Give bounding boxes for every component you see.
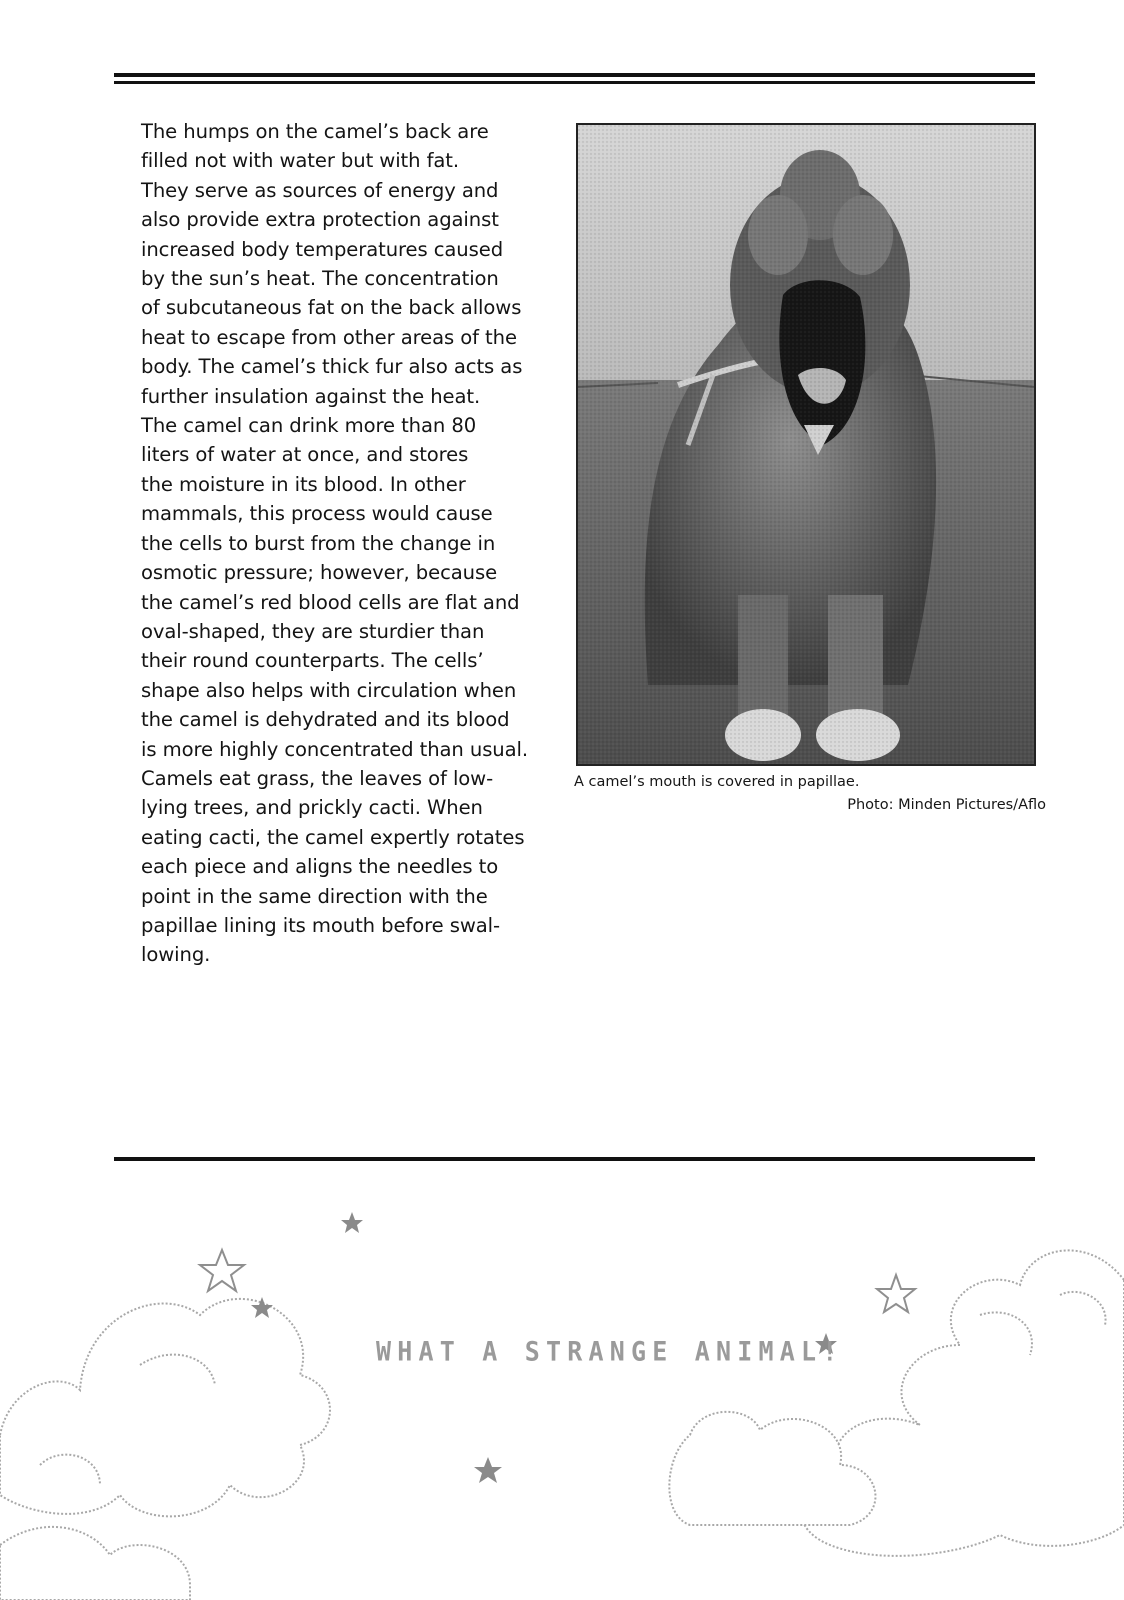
article-line: papillae lining its mouth before swal- bbox=[141, 913, 500, 937]
article-line: further insulation against the heat. bbox=[141, 384, 481, 408]
cloud-banner-illustration bbox=[0, 1165, 1124, 1600]
article-line: eating cacti, the camel expertly rotates bbox=[141, 825, 525, 849]
article-line: filled not with water but with fat. bbox=[141, 149, 459, 173]
banner-title: WHAT A STRANGE ANIMAL! bbox=[376, 1336, 844, 1367]
article-line: increased body temperatures caused bbox=[141, 237, 504, 261]
article-line: body. The camel’s thick fur also acts as bbox=[141, 355, 523, 379]
article-line: the cells to burst from the change in bbox=[141, 531, 496, 555]
article-line: heat to escape from other areas of the bbox=[141, 325, 517, 349]
article-line: They serve as sources of energy and bbox=[141, 178, 499, 202]
camel-photo bbox=[576, 123, 1036, 766]
article-line: the moisture in its blood. In other bbox=[141, 472, 466, 496]
top-rule-thin bbox=[114, 81, 1035, 84]
article-line: mammals, this process would cause bbox=[141, 502, 493, 526]
article-line: the camel is dehydrated and its blood bbox=[141, 708, 510, 732]
article-line: is more highly concentrated than usual. bbox=[141, 737, 528, 761]
photo-credit: Photo: Minden Pictures/Aflo bbox=[847, 797, 1046, 813]
article-line: lying trees, and prickly cacti. When bbox=[141, 796, 483, 820]
camel-photo-illustration bbox=[578, 125, 1034, 764]
article-line: shape also helps with circulation when bbox=[141, 678, 517, 702]
article-line: liters of water at once, and stores bbox=[141, 443, 469, 467]
top-rule-thick bbox=[114, 73, 1035, 77]
article-line: each piece and aligns the needles to bbox=[141, 855, 499, 879]
article-line: The camel can drink more than 80 bbox=[141, 414, 477, 438]
article-line: lowing. bbox=[141, 943, 211, 967]
article-line: oval-shaped, they are sturdier than bbox=[141, 619, 485, 643]
article-line: Camels eat grass, the leaves of low- bbox=[141, 766, 494, 790]
photo-caption: A camel’s mouth is covered in papillae. bbox=[574, 774, 860, 790]
article-line: the camel’s red blood cells are flat and bbox=[141, 590, 520, 614]
article-line: osmotic pressure; however, because bbox=[141, 561, 498, 585]
article-line: point in the same direction with the bbox=[141, 884, 488, 908]
article-line: also provide extra protection against bbox=[141, 208, 499, 232]
article-line: The humps on the camel’s back are bbox=[141, 120, 489, 143]
article-line: their round counterparts. The cells’ bbox=[141, 649, 484, 673]
article-line: by the sun’s heat. The concentration bbox=[141, 267, 499, 291]
article-body bbox=[141, 117, 551, 970]
bottom-rule bbox=[114, 1157, 1035, 1161]
article-line: of subcutaneous fat on the back allows bbox=[141, 296, 522, 320]
